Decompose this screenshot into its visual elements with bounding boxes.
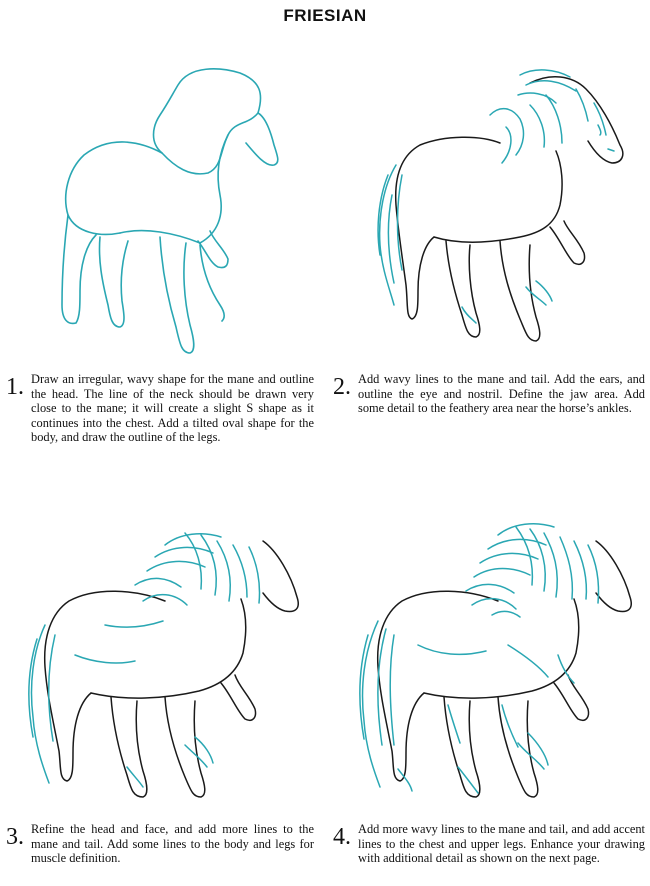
step-text: Add wavy lines to the mane and tail. Add the ears, and outline the eye and nostril. Define the jaw area. Add some detail to the feathery area near the horse’s ankles. [358, 372, 645, 415]
page-title: FRIESIAN [283, 6, 367, 25]
step-text: Draw an irregular, wavy shape for the mane and outline the head. The line of the neck should be drawn very close to the mane; it will create a slight S shape as it continues into the chest. Add a tilted oval shape for the body, and draw the outline of the legs. [31, 372, 314, 444]
step-number: 1. [6, 374, 24, 400]
step-3-drawing [15, 505, 315, 805]
step-text: Refine the head and face, and add more lines to the mane and tail. Add some lines to the body and legs for muscle definition. [31, 822, 314, 865]
step-number: 2. [333, 374, 351, 400]
step-1-drawing [50, 55, 300, 365]
step-number: 4. [333, 824, 351, 850]
step-2-drawing [350, 55, 640, 365]
step-number: 3. [6, 824, 24, 850]
step-4-drawing [348, 505, 643, 805]
step-text: Add more wavy lines to the mane and tail, and add accent lines to the chest and upper legs. Enhance your drawing with additional detail as shown on the next page. [358, 822, 645, 865]
